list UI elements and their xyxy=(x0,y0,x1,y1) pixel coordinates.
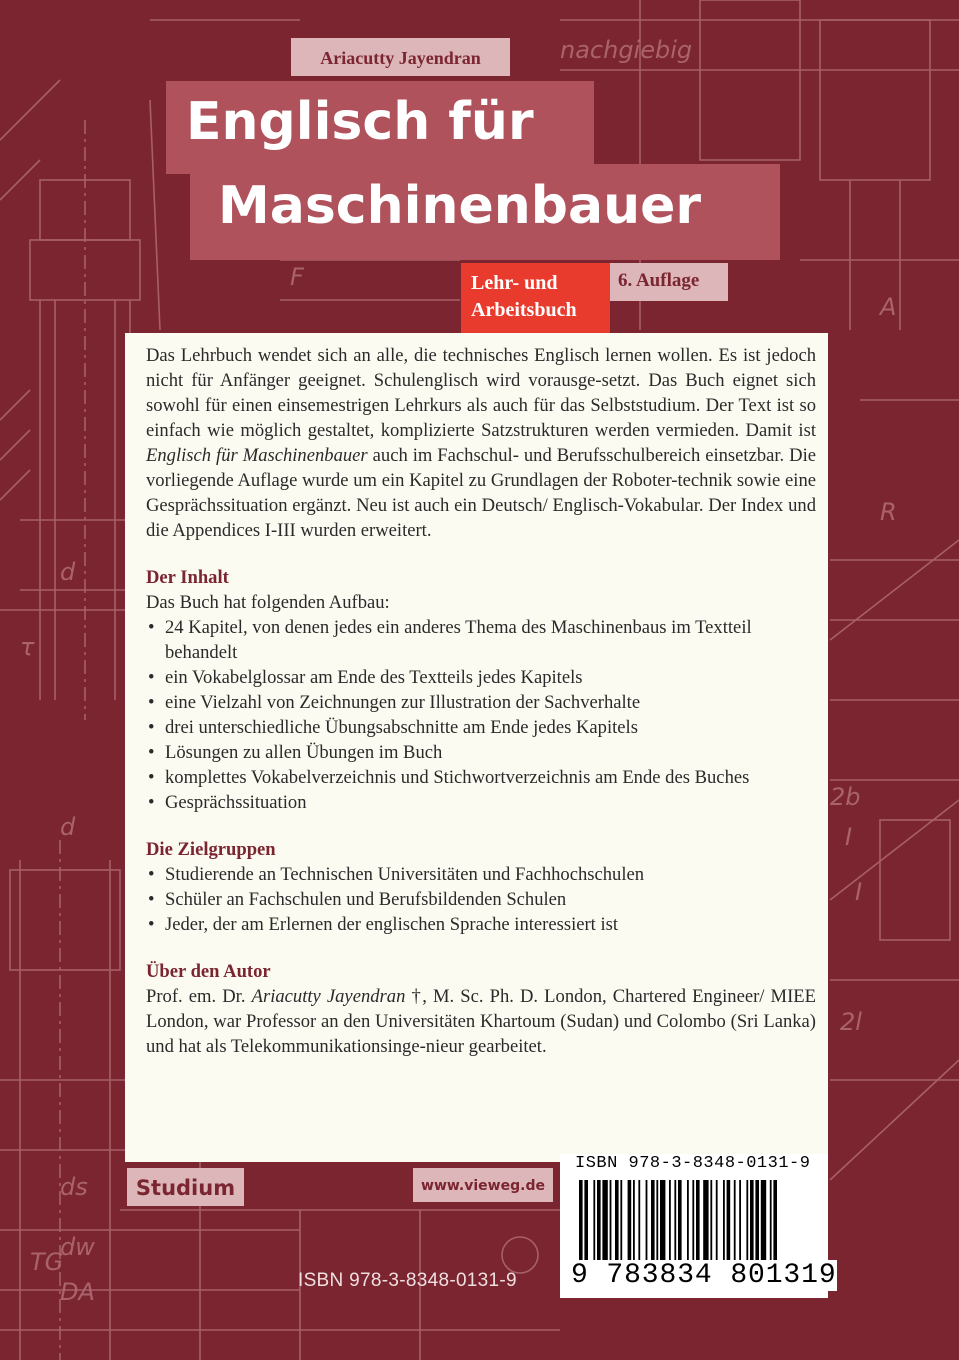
drawing-label-da: DA xyxy=(60,1278,95,1306)
barcode-bar xyxy=(716,1180,718,1264)
barcode-bar xyxy=(773,1180,777,1264)
barcode-bar xyxy=(597,1180,601,1264)
barcode-bar xyxy=(669,1180,671,1264)
publisher-website[interactable]: www.vieweg.de xyxy=(413,1168,553,1202)
title-line-2: Maschinenbauer xyxy=(218,176,702,236)
drawing-label-rb: R xyxy=(880,498,897,526)
list-item: • ein Vokabelglossar am Ende des Textteils jedes Kapitels xyxy=(146,665,816,690)
list-item: • drei unterschiedliche Übungsabschnitte am Ende jedes Kapitels xyxy=(146,715,816,740)
intro-paragraph xyxy=(146,343,816,543)
drawing-label-il: I xyxy=(845,823,853,851)
list-item: • Studierende an Technischen Universitäten und Fachhochschulen xyxy=(146,862,816,887)
drawing-label-2l: 2l xyxy=(840,1008,862,1036)
zielgruppen-list xyxy=(146,862,816,937)
barcode-bar xyxy=(674,1180,676,1264)
barcode-bar xyxy=(646,1180,648,1264)
edition-label: 6. Auflage xyxy=(610,263,728,301)
zielgruppen-heading: Die Zielgruppen xyxy=(146,839,276,860)
barcode-bar xyxy=(692,1180,694,1264)
drawing-label-nachgiebig: nachgiebig xyxy=(560,36,693,64)
barcode-number: 9 783834 801319 xyxy=(571,1260,837,1291)
drawing-label-f: F xyxy=(290,263,304,291)
description-content xyxy=(146,343,816,1059)
barcode-bar xyxy=(755,1180,759,1264)
barcode-bar xyxy=(615,1180,619,1264)
drawing-label-ic: I xyxy=(855,878,863,906)
drawing-label-tg: TG xyxy=(30,1248,64,1276)
barcode-bar xyxy=(620,1180,622,1264)
book-type-badge xyxy=(461,263,610,333)
barcode-bar xyxy=(628,1180,632,1264)
barcode-bar xyxy=(678,1180,682,1264)
list-item: • eine Vielzahl von Zeichnungen zur Illustration der Sachverhalte xyxy=(146,690,816,715)
barcode-bar xyxy=(746,1180,748,1264)
barcode-bar xyxy=(770,1180,772,1264)
barcode-bar xyxy=(734,1180,736,1264)
list-item: • Gesprächssituation xyxy=(146,790,816,815)
barcode-bar xyxy=(638,1180,640,1264)
barcode-bar xyxy=(593,1180,595,1264)
drawing-label-dw: dw xyxy=(60,1233,95,1261)
drawing-label-tau: τ xyxy=(20,633,35,661)
list-item: • Lösungen zu allen Übungen im Buch xyxy=(146,740,816,765)
barcode-bar xyxy=(710,1180,712,1264)
isbn-text: ISBN 978-3-8348-0131-9 xyxy=(298,1270,517,1291)
barcode-bar xyxy=(739,1180,741,1264)
barcode-bar xyxy=(579,1180,583,1264)
autor-heading: Über den Autor xyxy=(146,961,271,982)
barcode-bar xyxy=(703,1180,708,1264)
barcode-bar xyxy=(656,1180,658,1264)
autor-paragraph xyxy=(146,984,816,1059)
barcode-bar xyxy=(687,1180,689,1264)
barcode-bar xyxy=(761,1180,766,1264)
barcode-isbn: ISBN 978-3-8348-0131-9 xyxy=(575,1154,811,1173)
inhalt-lead: Das Buch hat folgenden Aufbau: xyxy=(146,592,390,613)
intro-title-italic: Englisch für Maschinenbauer xyxy=(146,445,368,466)
barcode-bar xyxy=(602,1180,607,1264)
autor-name-italic: Ariacutty Jayendran xyxy=(251,986,406,1007)
title-line-1: Englisch für xyxy=(186,92,534,152)
barcode-bar xyxy=(727,1180,731,1264)
subtitle-line-1: Lehr- und xyxy=(471,272,558,294)
barcode xyxy=(579,1180,819,1264)
barcode-bar xyxy=(723,1180,725,1264)
drawing-label-d: d xyxy=(60,558,76,586)
book-title xyxy=(166,86,780,242)
inhalt-list xyxy=(146,615,816,815)
barcode-bar xyxy=(610,1180,612,1264)
barcode-bar xyxy=(651,1180,655,1264)
list-item: • 24 Kapitel, von denen jedes ein anderes Thema des Maschinenbaus im Textteil behandelt xyxy=(146,615,816,665)
subtitle-line-2: Arbeitsbuch xyxy=(471,299,577,321)
drawing-label-d2: d xyxy=(60,813,76,841)
barcode-bar xyxy=(633,1180,635,1264)
intro-text-1: Das Lehrbuch wendet sich an alle, die technisches Englisch lernen wollen. Es ist jedoch nicht für Anfänger geeignet. Schulenglisch wird vorausge-setzt. Das Buch eignet sich sowohl für einen einsemestrigen Lehrkurs als auch für das Selbststudium. Der Text ist so einfach wie möglich gestaltet, komplizierte Satzstrukturen werden vermieden. Damit ist xyxy=(146,345,816,441)
autor-text-2: †, M. Sc. Ph. D. London, Chartered Engineer/ MIEE London, war Professor an den Universitäten Khartoum (Sudan) und Colombo (Sri Lanka) und hat als Telekommunikationsinge-nieur gearbeitet. xyxy=(146,986,816,1057)
drawing-label-2b: 2b xyxy=(830,783,861,811)
inhalt-heading: Der Inhalt xyxy=(146,567,229,588)
list-item: • Schüler an Fachschulen und Berufsbildenden Schulen xyxy=(146,887,816,912)
drawing-label-a: A xyxy=(880,293,897,321)
list-item: • Jeder, der am Erlernen der englischen Sprache interessiert ist xyxy=(146,912,816,937)
barcode-bar xyxy=(750,1180,754,1264)
series-label: Studium xyxy=(127,1168,244,1206)
barcode-bar xyxy=(660,1180,665,1264)
autor-text-1: Prof. em. Dr. xyxy=(146,986,252,1007)
author-label: Ariacutty Jayendran xyxy=(291,38,510,76)
barcode-bar xyxy=(584,1180,588,1264)
intro-text-2: auch im Fachschul- und Berufsschulbereich einsetzbar. Die vorliegende Auflage wurde um ein Kapitel zu Grundlagen der Roboter-technik sowie eine Gesprächssituation ergänzt. Neu ist auch ein Deutsch/ Englisch-Vokabular. Der Index und die Appendices I-III wurden erweitert. xyxy=(146,445,817,541)
list-item: • komplettes Vokabelverzeichnis und Stichwortverzeichnis am Ende des Buches xyxy=(146,765,816,790)
barcode-bar xyxy=(696,1180,700,1264)
drawing-label-ds: ds xyxy=(60,1173,88,1201)
